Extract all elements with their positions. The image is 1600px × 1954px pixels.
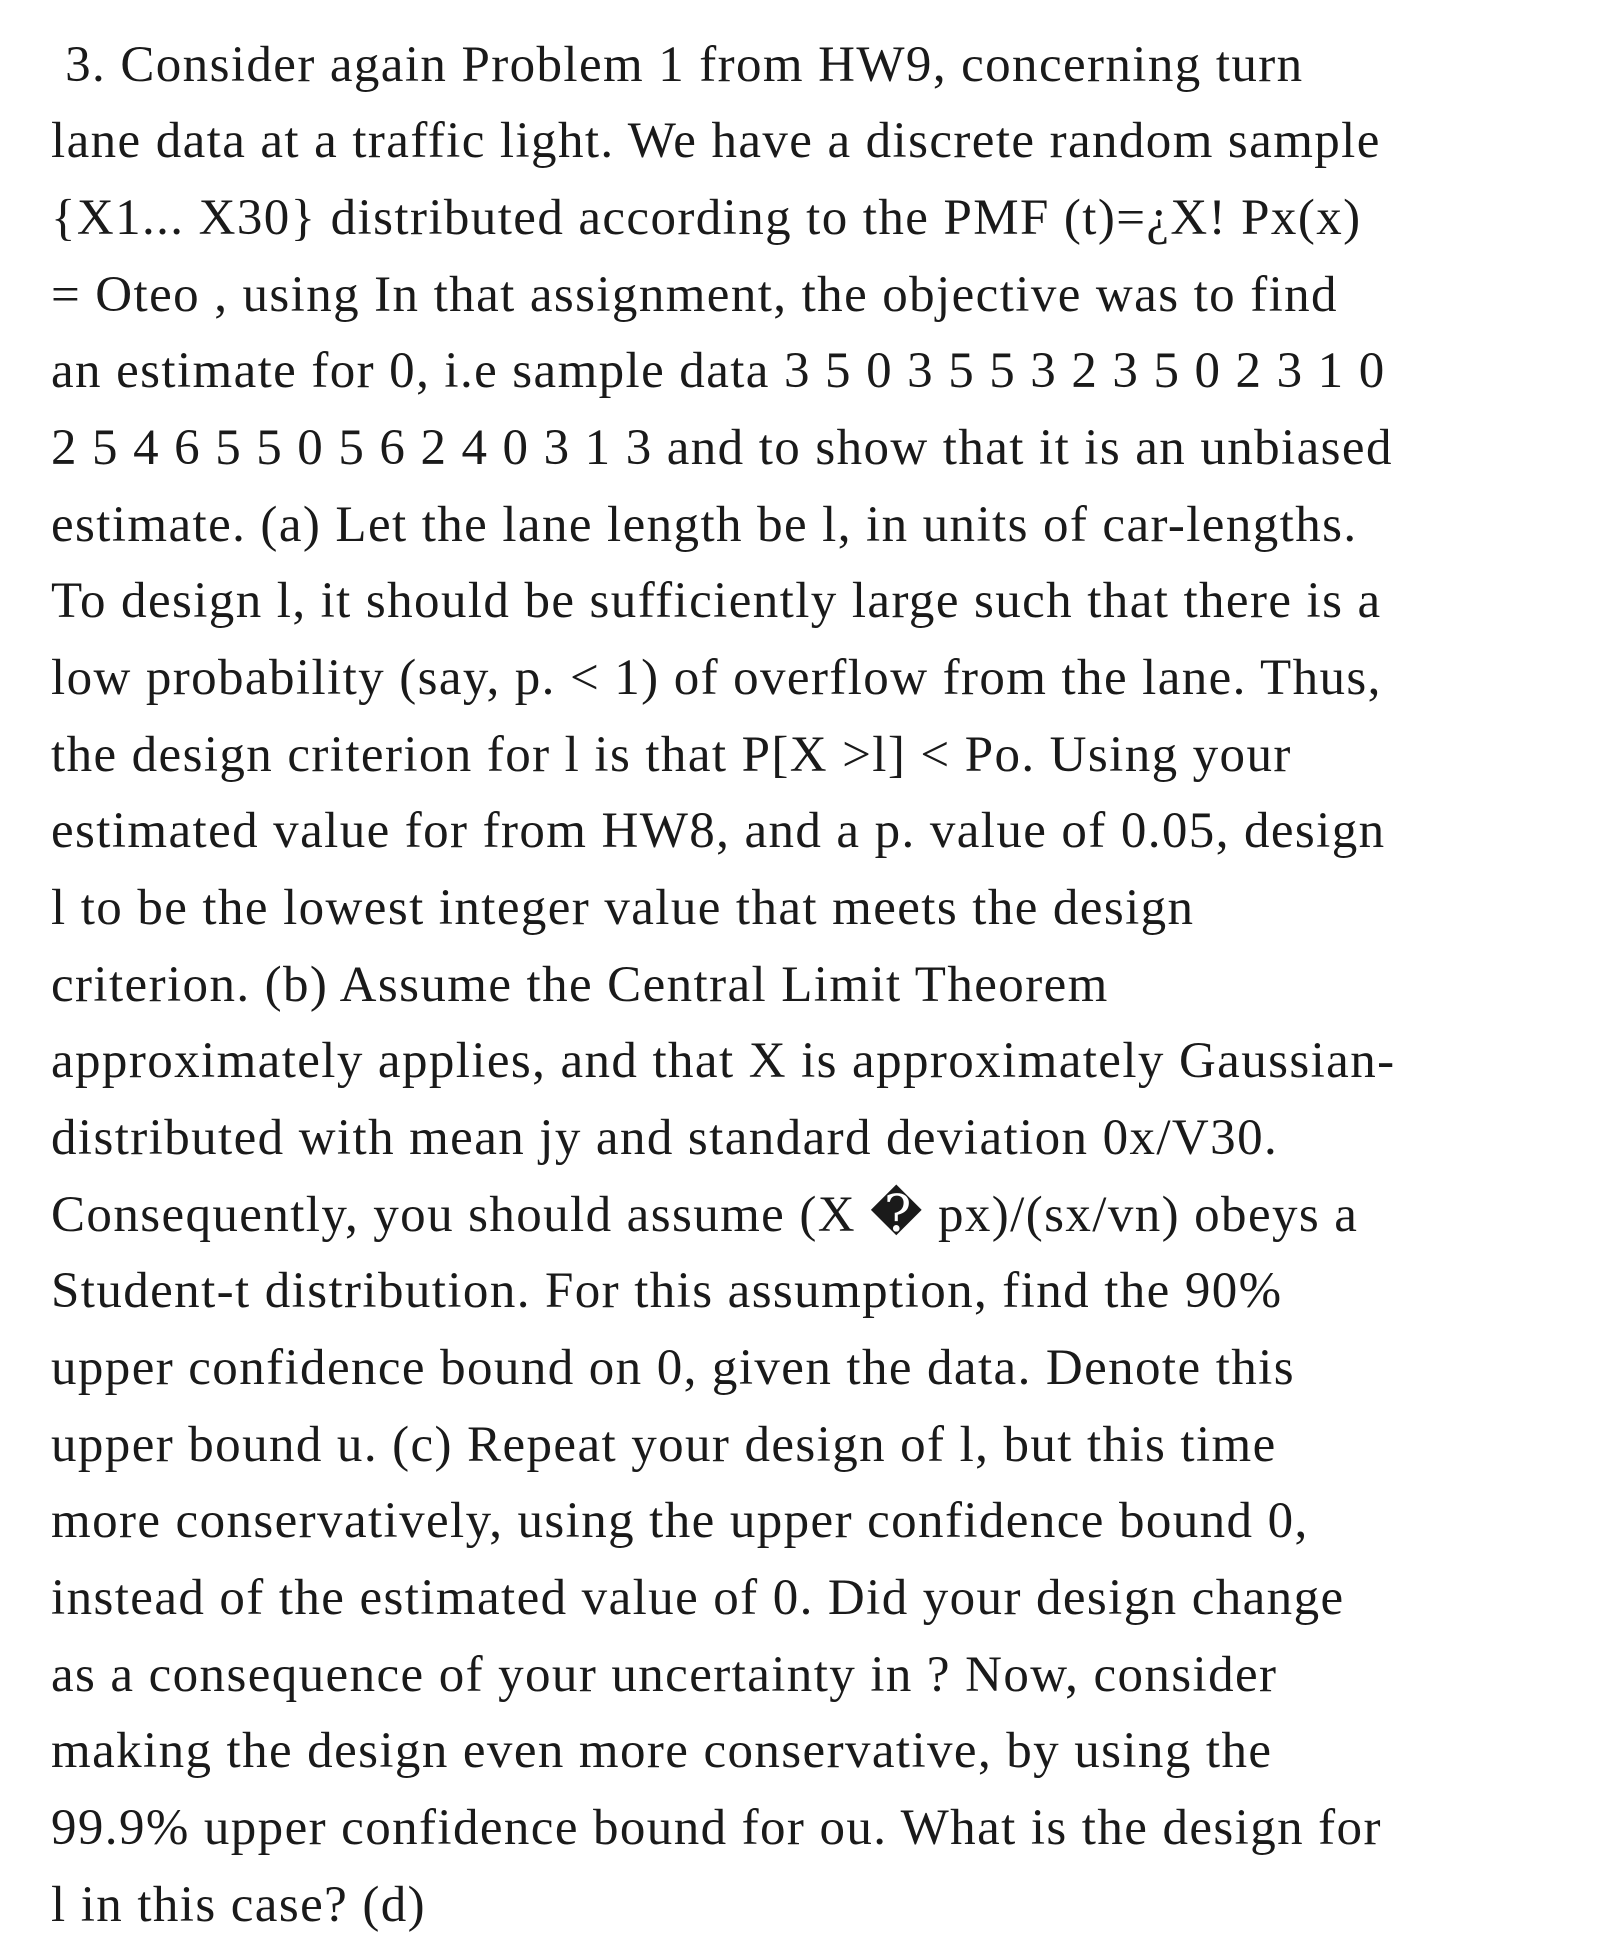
text-line: low probability (say, p. < 1) of overflow from the lane. Thus, (51, 650, 1382, 706)
text-line: criterion. (b) Assume the Central Limit Theorem (51, 957, 1109, 1013)
text-line: 3. Consider again Problem 1 from HW9, concerning turn (51, 37, 1304, 93)
text-line: = Oteo , using In that assignment, the objective was to find (51, 267, 1338, 323)
text-line: more conservatively, using the upper confidence bound 0, (51, 1493, 1309, 1549)
text-line: estimate. (a) Let the lane length be l, in units of car-lengths. (51, 497, 1358, 553)
text-line: the design criterion for l is that P[X >l] < Po. Using your (51, 727, 1292, 783)
text-line: upper confidence bound on 0, given the data. Denote this (51, 1340, 1295, 1396)
text-line: lane data at a traffic light. We have a discrete random sample (51, 113, 1381, 169)
text-line: instead of the estimated value of 0. Did your design change (51, 1570, 1345, 1626)
text-line: upper bound u. (c) Repeat your design of l, but this time (51, 1417, 1277, 1473)
text-line: as a consequence of your uncertainty in ? Now, consider (51, 1647, 1278, 1703)
text-line: l in this case? (d) (51, 1877, 426, 1933)
text-line: 2 5 4 6 5 5 0 5 6 2 4 0 3 1 3 and to show that it is an unbiased (51, 420, 1393, 476)
text-line: estimated value for from HW8, and a p. value of 0.05, design (51, 803, 1386, 859)
text-line: approximately applies, and that X is approximately Gaussian- (51, 1033, 1396, 1089)
text-line: {X1... X30} distributed according to the PMF (t)=¿X! Px(x) (51, 190, 1362, 246)
text-line: an estimate for 0, i.e sample data 3 5 0 3 5 5 3 2 3 5 0 2 3 1 0 (51, 343, 1386, 399)
text-line: 99.9% upper confidence bound for ou. What is the design for (51, 1800, 1382, 1856)
text-line: Consequently, you should assume (X � px)/(sx/vn) obeys a (51, 1187, 1359, 1243)
text-line: Student-t distribution. For this assumption, find the 90% (51, 1263, 1283, 1319)
text-line: distributed with mean jy and standard deviation 0x/V30. (51, 1110, 1279, 1166)
text-line: To design l, it should be sufficiently large such that there is a (51, 573, 1382, 629)
text-line: making the design even more conservative, by using the (51, 1723, 1273, 1779)
text-line: l to be the lowest integer value that meets the design (51, 880, 1195, 936)
